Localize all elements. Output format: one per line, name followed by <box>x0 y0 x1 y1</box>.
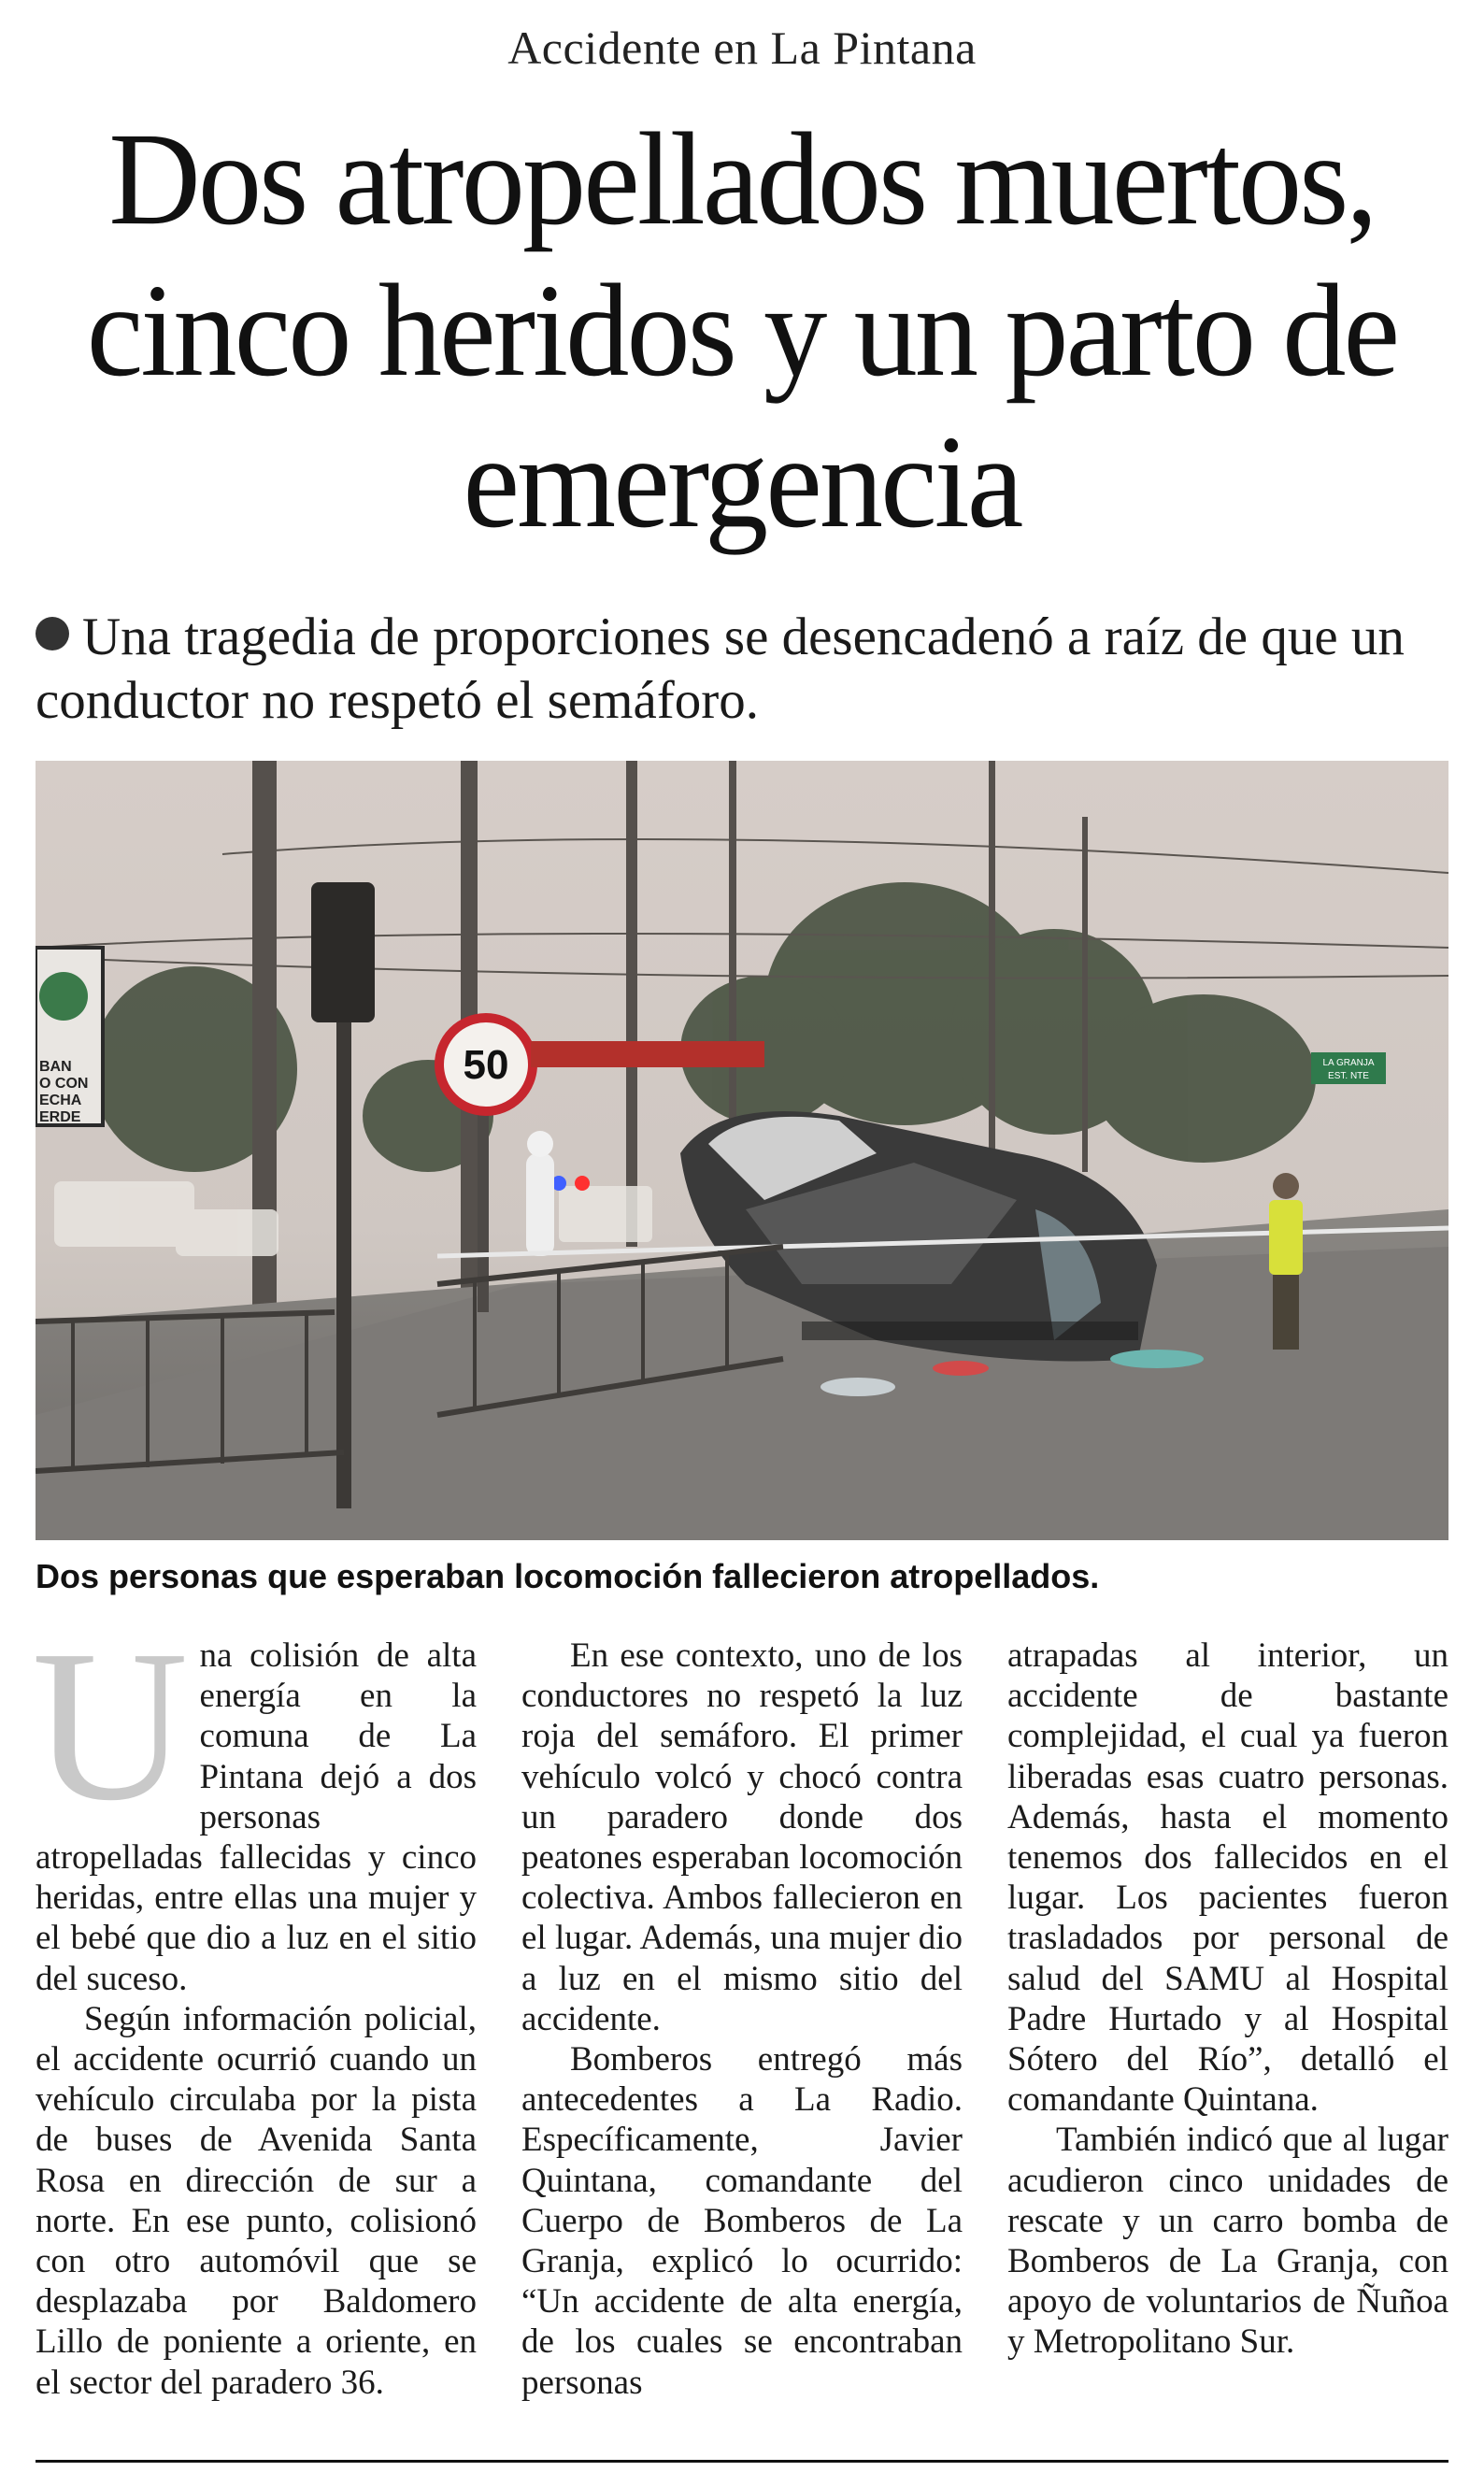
article-column-1 <box>32 1606 477 2441</box>
drop-cap: U <box>32 1606 189 1846</box>
bottom-rule <box>36 2460 1448 2463</box>
article-paragraph: Según información policial, el accidente ocurrió cuando un vehículo circulaba por la pista de buses de Avenida Santa Rosa en dirección de sur a norte. En ese punto, colisionó con otro automóvil que se desplazaba por Baldomero Lillo de poniente a oriente, en el sector del paradero 36. <box>36 1999 477 2402</box>
left-sign-text-2: O CON <box>39 1076 89 1092</box>
news-photo <box>36 761 1448 1540</box>
road-sign-text-1: LA GRANJA <box>1322 1058 1375 1068</box>
left-sign-text-3: ECHA <box>39 1093 82 1108</box>
headline: Dos atropellados muertos, cinco heridos y un parto de emergencia <box>86 105 1398 555</box>
kicker: Accidente en La Pintana <box>507 21 977 74</box>
speed-limit-text: 50 <box>463 1042 509 1088</box>
paragraph-text: na colisión de alta energía en la comuna de La Pintana dejó a dos personas atropelladas fallecidas y cinco heridas, entre ellas una mujer y el bebé que dio a luz en el sitio del suceso. <box>36 1636 477 1998</box>
road-sign-text-2: EST. NTE <box>1328 1071 1369 1081</box>
article-paragraph: atrapadas al interior, un accidente de bastante complejidad, el cual ya fueron liberadas esas cuatro personas. Además, hasta el momento tenemos dos fallecidos en el lugar. Los pacientes fueron trasladados por personal de salud del SAMU al Hospital Padre Hurtado y al Hospital Sótero del Río”, detalló el comandante Quintana. <box>1007 1636 1448 2120</box>
deck-text: Una tragedia de proporciones se desencadenó a raíz de que un conductor no respetó el semáforo. <box>36 607 1405 730</box>
article-column-3 <box>1007 1636 1448 2441</box>
bullet-icon <box>36 617 69 650</box>
article-paragraph: Bomberos entregó más antecedentes a La Radio. Específicamente, Javier Quintana, comandante del Cuerpo de Bomberos de La Granja, explicó lo ocurrido: “Un accidente de alta energía, de los cuales se encontraban personas <box>521 2040 963 2402</box>
article-body <box>32 1606 1448 2441</box>
left-sign-text-4: ERDE <box>39 1109 81 1125</box>
deck <box>36 606 1448 733</box>
photo-caption: Dos personas que esperaban locomoción fallecieron atropellados. <box>36 1557 1100 1595</box>
left-sign-text-1: BAN <box>39 1059 72 1075</box>
article-paragraph: También indicó que al lugar acudieron cinco unidades de rescate y un carro bomba de Bomberos de La Granja, con apoyo de voluntarios de Ñuñoa y Metropolitano Sur. <box>1007 2121 1448 2362</box>
article-paragraph: En ese contexto, uno de los conductores no respetó la luz roja del semáforo. El primer vehículo volcó y chocó contra un paradero donde dos peatones esperaban locomoción colectiva. Ambos fallecieron en el lugar. Además, una mujer dio a luz en el mismo sitio del accidente. <box>521 1636 963 2038</box>
accident-scene-image <box>36 761 1448 1540</box>
article-column-2 <box>521 1636 963 2441</box>
article-paragraph <box>32 1606 477 1999</box>
